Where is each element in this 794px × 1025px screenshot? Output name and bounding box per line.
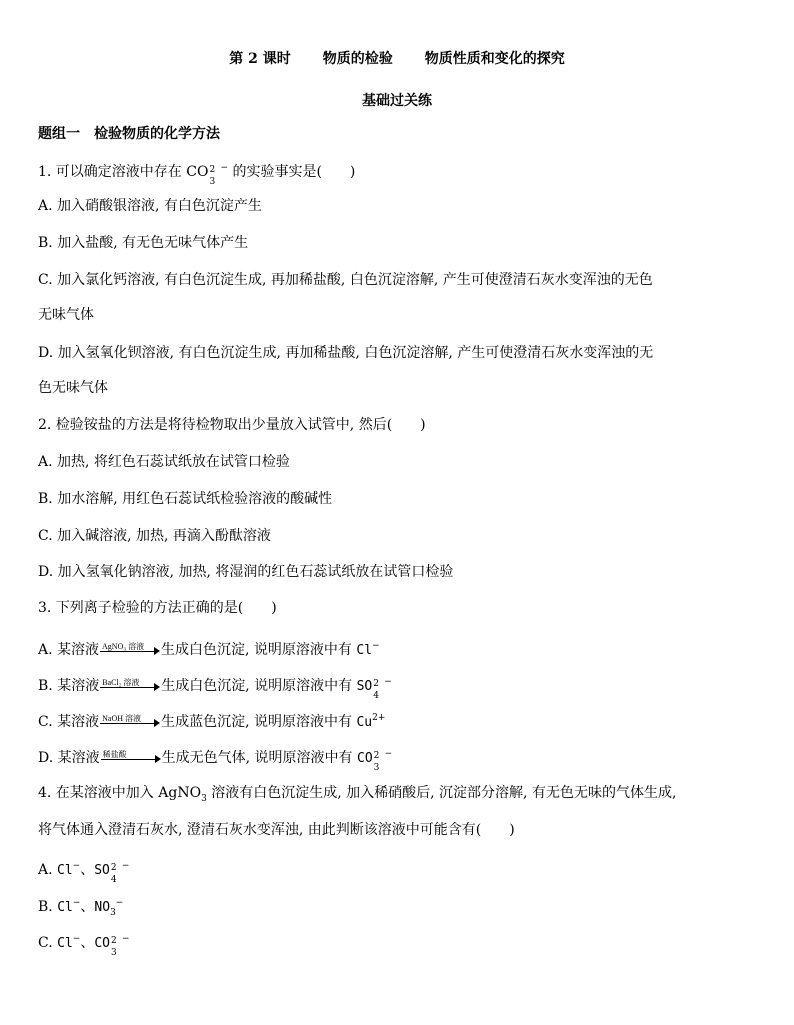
reaction-arrow	[100, 641, 160, 659]
ion-formula: Cu	[356, 715, 373, 730]
topic-2: 物质性质和变化的探究	[424, 51, 565, 67]
q4-option-c: C. Cl−、CO 2 3 −	[38, 934, 130, 958]
q1-option-a: A. 加入硝酸银溶液, 有白色沉淀产生	[38, 198, 262, 214]
q1-stem-text: 1. 可以确定溶液中存在 CO	[38, 164, 209, 180]
q1-stem	[38, 158, 356, 187]
q3-option-b: B. 某溶液 BaCl₂ 溶液 生成白色沉淀, 说明原溶液中有 SO 2 4 −	[38, 672, 392, 697]
ion-formula: Cl	[356, 643, 373, 658]
q1-ion-scripts: 2 3	[209, 165, 216, 187]
ion-formula: CO	[357, 751, 373, 766]
reaction-arrow	[100, 713, 160, 731]
page-subtitle: 基础过关练	[362, 93, 432, 109]
reaction-arrow	[101, 749, 161, 767]
q1-stem-tail: 的实验事实是( )	[228, 164, 356, 180]
q4-stem-cont: 将气体通入澄清石灰水, 澄清石灰水变浑浊, 由此判断该溶液中可能含有( )	[38, 822, 515, 838]
q2-option-d: D. 加入氢氧化钠溶液, 加热, 将湿润的红色石蕊试纸放在试管口检验	[38, 564, 454, 580]
q3-option-c: C. 某溶液 NaOH 溶液 生成蓝色沉淀, 说明原溶液中有 $Cu^{2+}$	[38, 708, 385, 733]
q2-stem: 2. 检验铵盐的方法是将待检物取出少量放入试管中, 然后( )	[38, 417, 426, 433]
q4-option-b: B. Cl−、$NO_3^-$	[38, 898, 124, 918]
q2-option-b: B. 加水溶解, 用红色石蕊试纸检验溶液的酸碱性	[38, 491, 333, 507]
arrow-reagent-label: AgNO₃ 溶液	[102, 642, 145, 651]
q1-option-d: D. 加入氢氧化钡溶液, 有白色沉淀生成, 再加稀盐酸, 白色沉淀溶解, 产生可使澄清石灰水变浑浊的无	[38, 345, 654, 361]
arrow-reagent-label: BaCl₂ 溶液	[102, 678, 140, 687]
q2-option-c: C. 加入碱溶液, 加热, 再滴入酚酞溶液	[38, 528, 271, 544]
lesson-label: 第 2 课时	[229, 51, 291, 67]
ion-formula: SO	[356, 679, 373, 694]
q3-option-a: A. 某溶液 AgNO₃ 溶液 生成白色沉淀, 说明原溶液中有 Cl−	[38, 636, 380, 661]
q4-option-a: A. Cl−、SO 2 4 −	[38, 861, 130, 885]
q2-option-a: A. 加热, 将红色石蕊试纸放在试管口检验	[38, 454, 290, 470]
arrow-reagent-label: NaOH 溶液	[102, 714, 142, 723]
q1-option-c-cont: 无味气体	[38, 307, 94, 323]
q1-option-c: C. 加入氯化钙溶液, 有白色沉淀生成, 再加稀盐酸, 白色沉淀溶解, 产生可使澄清石灰水变浑浊的无色	[38, 272, 653, 288]
q1-option-b: B. 加入盐酸, 有无色无味气体产生	[38, 235, 249, 251]
page-title	[0, 48, 794, 68]
topic-1: 物质的检验	[322, 51, 393, 67]
reaction-arrow	[100, 677, 160, 695]
q1-option-d-cont: 色无味气体	[38, 380, 108, 396]
q4-stem: 4. 在某溶液中加入 AgNO$_3$ 溶液有白色沉淀生成, 加入稀硝酸后, 沉淀部分溶解, 有无色无味的气体生成,	[38, 785, 677, 804]
q3-option-d: D. 某溶液 稀盐酸 生成无色气体, 说明原溶液中有 CO 2 3 −	[38, 744, 392, 769]
arrow-reagent-label: 稀盐酸	[102, 750, 127, 759]
q3-stem: 3. 下列离子检验的方法正确的是( )	[38, 600, 277, 616]
group-heading: 题组一 检验物质的化学方法	[38, 126, 220, 142]
q1-ion-charge: −	[220, 163, 228, 173]
